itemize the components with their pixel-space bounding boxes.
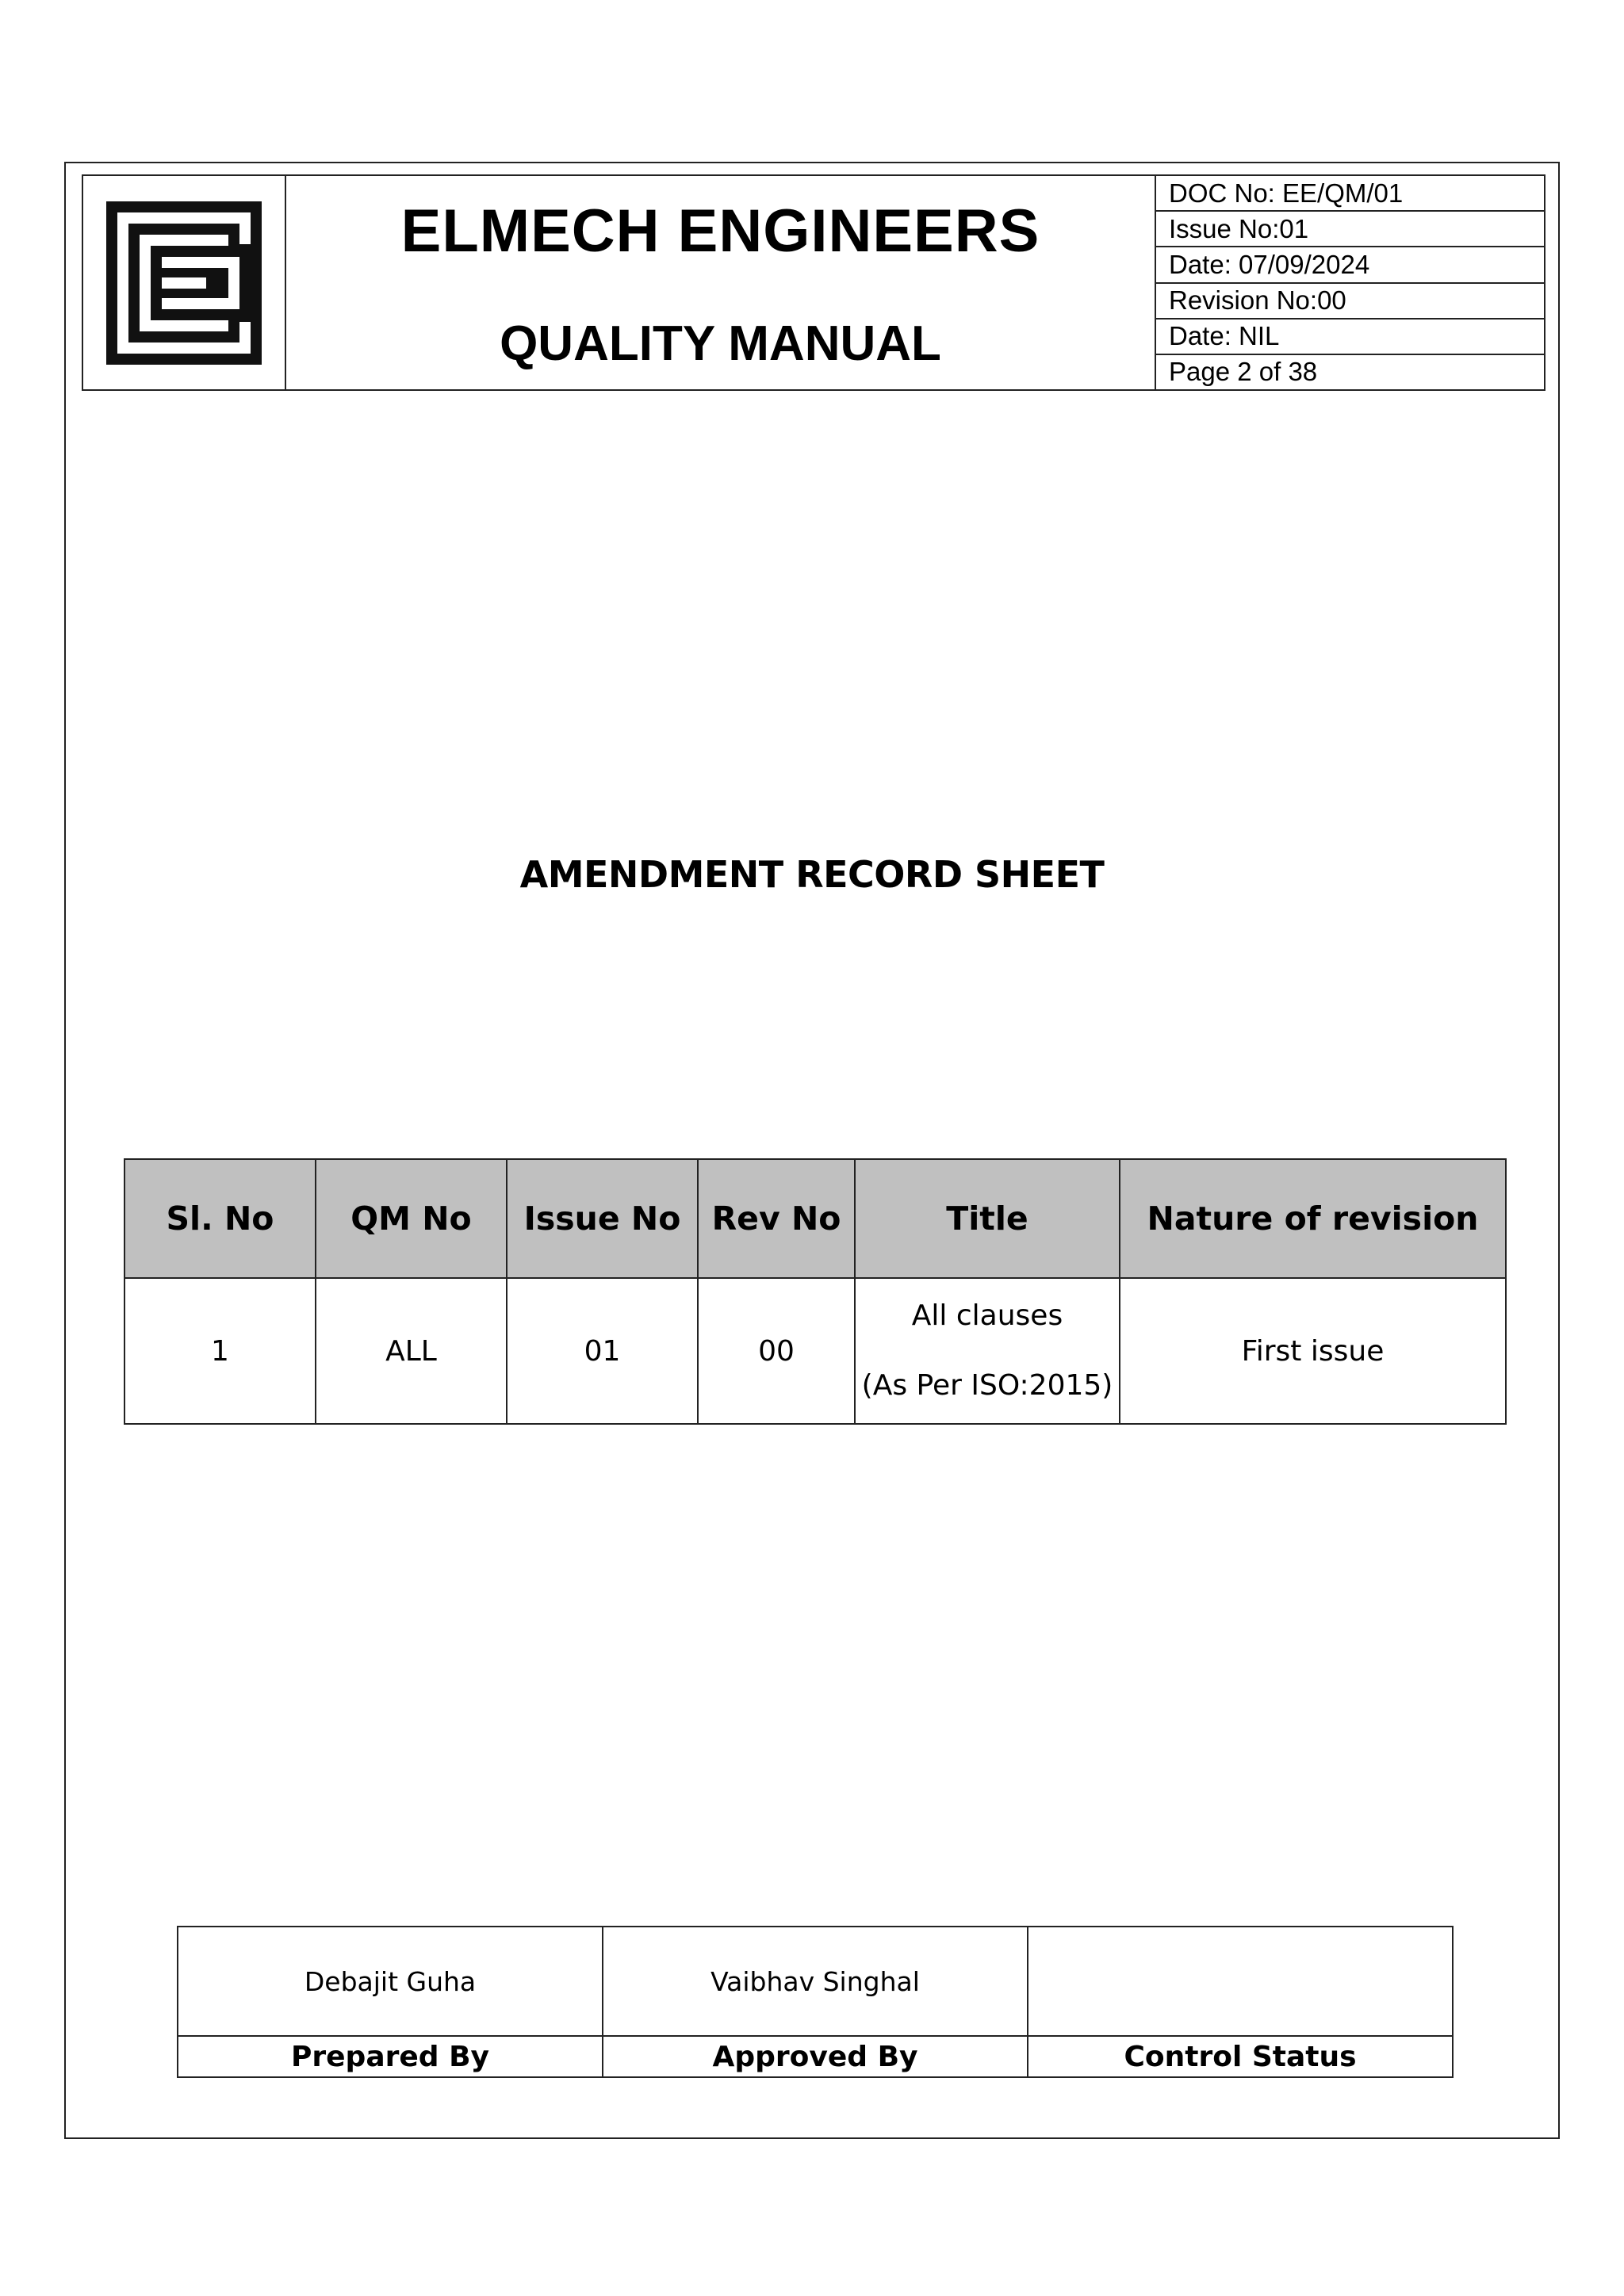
title-line: All clauses [911,1299,1063,1332]
table-header-row [124,1159,1506,1278]
document-header [82,174,1545,391]
rev-no-cell: 00 [698,1278,855,1424]
signature-table [177,1926,1454,2078]
company-name: ELMECH ENGINEERS [400,197,1040,265]
amendment-table [124,1158,1507,1425]
page-border [64,162,1560,2139]
page-number: Page 2 of 38 [1169,357,1318,387]
revision-number: Revision No:00 [1156,284,1544,320]
document-title: QUALITY MANUAL [500,316,941,371]
signature-names-row [178,1927,1453,2036]
title-cell [855,1278,1120,1424]
header-title-cell [286,176,1156,389]
prepared-by-name: Debajit Guha [178,1927,603,2036]
logo-cell [83,176,286,389]
approved-by-name: Vaibhav Singhal [603,1927,1028,2036]
section-title: AMENDMENT RECORD SHEET [519,853,1105,896]
qm-no-cell: ALL [316,1278,507,1424]
column-header: Rev No [698,1159,855,1278]
revision-date: Date: NIL [1156,320,1544,355]
sl-no-cell: 1 [124,1278,316,1424]
table-row [124,1278,1506,1424]
column-header: Issue No [507,1159,698,1278]
company-logo [106,201,262,365]
column-header: Sl. No [124,1159,316,1278]
issue-number: Issue No:01 [1156,212,1544,247]
column-header: Title [855,1159,1120,1278]
control-status-value [1028,1927,1453,2036]
issue-date: Date: 07/09/2024 [1156,247,1544,283]
column-header: Nature of revision [1120,1159,1506,1278]
column-header: QM No [316,1159,507,1278]
prepared-by-label: Prepared By [178,2036,603,2077]
title-line: (As Per ISO:2015) [861,1369,1113,1402]
doc-number: DOC No: EE/QM/01 [1156,176,1544,212]
approved-by-label: Approved By [603,2036,1028,2077]
document-meta [1156,176,1544,389]
signature-labels-row [178,2036,1453,2077]
issue-no-cell: 01 [507,1278,698,1424]
nature-cell: First issue [1120,1278,1506,1424]
control-status-label: Control Status [1028,2036,1453,2077]
